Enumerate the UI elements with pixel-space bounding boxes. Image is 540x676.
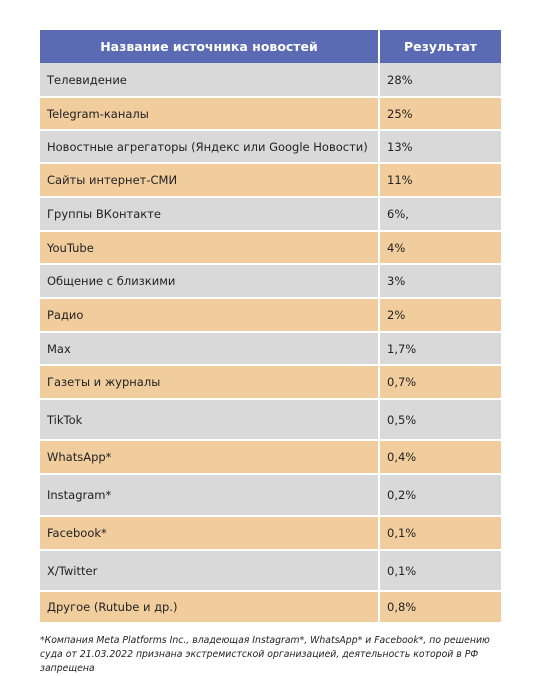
cell-source: Сайты интернет-СМИ (40, 163, 379, 197)
cell-source: Группы ВКонтакте (40, 197, 379, 231)
cell-result: 13% (379, 130, 501, 163)
header-result: Результат (379, 30, 501, 63)
header-source: Название источника новостей (40, 30, 379, 63)
cell-result: 28% (379, 63, 501, 97)
cell-source: Facebook* (40, 516, 379, 550)
cell-source: X/Twitter (40, 550, 379, 591)
news-sources-table (40, 30, 501, 624)
table-body (40, 63, 501, 623)
cell-source: Max (40, 332, 379, 365)
cell-source: Радио (40, 298, 379, 332)
table-row (40, 332, 501, 365)
table-row (40, 197, 501, 231)
table-row (40, 516, 501, 550)
table-row (40, 474, 501, 516)
table-header-row (40, 30, 501, 63)
cell-source: Новостные агрегаторы (Яндекс или Google Новости) (40, 130, 379, 163)
news-sources-table-wrap (40, 30, 499, 624)
cell-result: 3% (379, 264, 501, 298)
footnote: *Компания Meta Platforms Inc., владеющая Instagram*, WhatsApp* и Facebook*, по решению суда от 21.03.2022 признана экстремистской организацией, деятельность которой в РФ запрещена (40, 635, 490, 674)
table-row (40, 550, 501, 591)
cell-source: Телевидение (40, 63, 379, 97)
table-row (40, 264, 501, 298)
cell-result: 11% (379, 163, 501, 197)
cell-result: 4% (379, 231, 501, 264)
cell-source: WhatsApp* (40, 440, 379, 474)
table-row (40, 591, 501, 623)
cell-source: Газеты и журналы (40, 365, 379, 399)
table-row (40, 231, 501, 264)
cell-result: 0,2% (379, 474, 501, 516)
cell-result: 0,4% (379, 440, 501, 474)
cell-result: 0,1% (379, 550, 501, 591)
table-row (40, 63, 501, 97)
cell-result: 2% (379, 298, 501, 332)
cell-result: 1,7% (379, 332, 501, 365)
cell-source: TikTok (40, 399, 379, 440)
table-row (40, 440, 501, 474)
cell-result: 0,1% (379, 516, 501, 550)
cell-source: Общение с близкими (40, 264, 379, 298)
cell-source: Instagram* (40, 474, 379, 516)
table-row (40, 399, 501, 440)
cell-result: 0,5% (379, 399, 501, 440)
cell-result: 25% (379, 97, 501, 130)
cell-source: YouTube (40, 231, 379, 264)
cell-source: Telegram-каналы (40, 97, 379, 130)
cell-source: Другое (Rutube и др.) (40, 591, 379, 623)
table-row (40, 130, 501, 163)
cell-result: 0,7% (379, 365, 501, 399)
cell-result: 6%, (379, 197, 501, 231)
cell-result: 0,8% (379, 591, 501, 623)
table-row (40, 163, 501, 197)
table-row (40, 97, 501, 130)
table-row (40, 365, 501, 399)
table-row (40, 298, 501, 332)
